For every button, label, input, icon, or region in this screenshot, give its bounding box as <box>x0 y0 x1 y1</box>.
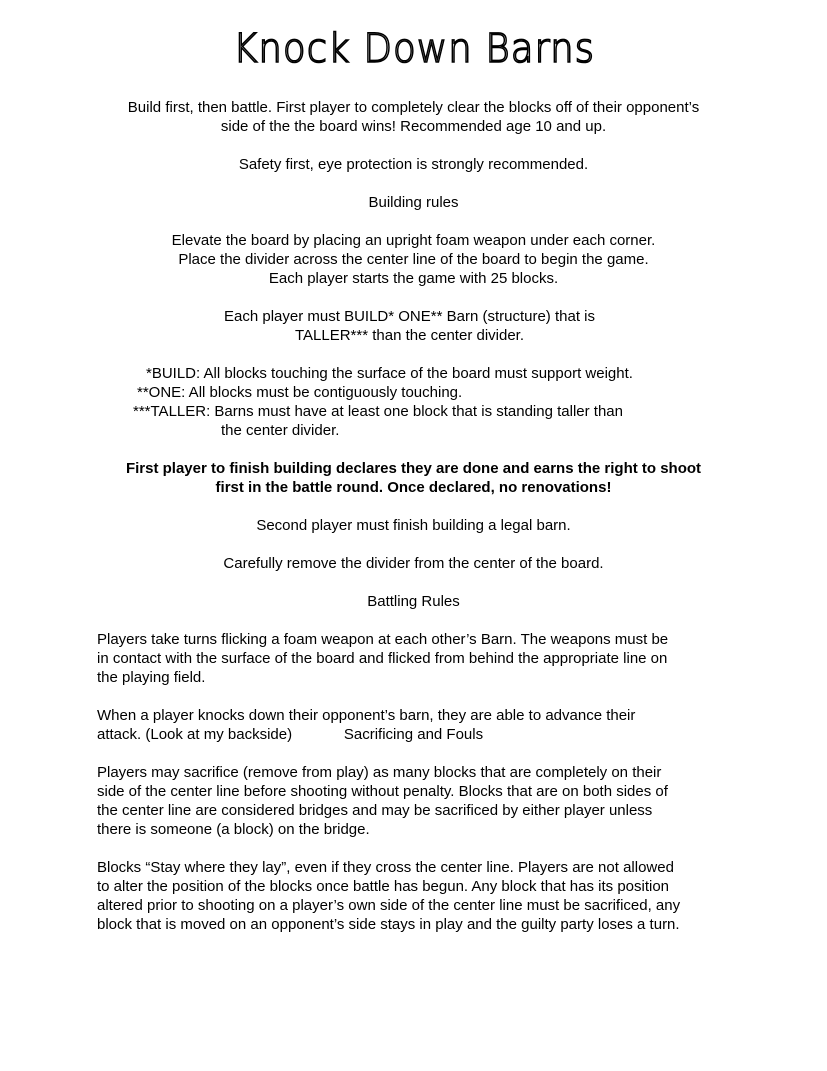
fouls-paragraph-2 <box>97 858 730 934</box>
title-wordmark <box>229 28 599 72</box>
fouls-line: altered prior to shooting on a player’s own side of the center line must be sacrificed, any <box>97 897 681 914</box>
setup-line: Elevate the board by placing an upright foam weapon under each corner. <box>171 232 656 249</box>
setup-paragraph <box>97 231 730 288</box>
battling-paragraph-1 <box>97 630 730 687</box>
fouls-line: side of the center line before shooting without penalty. Blocks that are on both sides of <box>97 783 668 800</box>
second-player-note: Second player must finish building a legal barn. <box>256 517 571 534</box>
setup-line: Each player starts the game with 25 blocks. <box>268 270 559 287</box>
build-rule-line: Each player must BUILD* ONE** Barn (structure) that is <box>224 308 595 325</box>
rules-document <box>97 98 730 934</box>
build-rule-paragraph <box>97 307 730 345</box>
document-title <box>0 28 827 77</box>
definition-build: *BUILD: All blocks touching the surface of the board must support weight. <box>146 365 633 382</box>
fouls-line: the center line are considered bridges and may be sacrificed by either player unless <box>97 802 653 819</box>
battling-line: When a player knocks down their opponent’s barn, they are able to advance their <box>97 707 636 724</box>
fouls-line: Players may sacrifice (remove from play) as many blocks that are completely on their <box>97 764 662 781</box>
bold-rule-line: first in the battle round. Once declared, no renovations! <box>215 479 612 496</box>
fouls-line: Blocks “Stay where they lay”, even if they cross the center line. Players are not allowed <box>97 859 674 876</box>
fouls-line: block that is moved on an opponent’s side stays in play and the guilty party loses a turn. <box>97 916 680 933</box>
intro-line: side of the the board wins! Recommended age 10 and up. <box>220 118 607 135</box>
building-heading: Building rules <box>368 194 459 211</box>
setup-line: Place the divider across the center line of the board to begin the game. <box>178 251 649 268</box>
intro-paragraph <box>97 98 730 136</box>
battling-heading: Battling Rules <box>367 593 460 610</box>
definition-taller-cont: the center divider. <box>221 422 340 439</box>
battling-line: the playing field. <box>97 669 206 686</box>
build-rule-line: TALLER*** than the center divider. <box>294 327 525 344</box>
battling-line: Players take turns flicking a foam weapon at each other’s Barn. The weapons must be <box>97 631 669 648</box>
definitions-list <box>97 364 730 440</box>
remove-divider-note: Carefully remove the divider from the center of the board. <box>223 555 604 572</box>
definition-taller: ***TALLER: Barns must have at least one block that is standing taller than <box>133 403 623 420</box>
bold-rule-paragraph <box>97 459 730 497</box>
safety-note: Safety first, eye protection is strongly recommended. <box>238 156 589 173</box>
intro-line: Build first, then battle. First player to completely clear the blocks off of their opponent’s <box>127 99 700 116</box>
bold-rule-line: First player to finish building declares they are done and earns the right to shoot <box>125 460 702 477</box>
fouls-heading: Sacrificing and Fouls <box>343 726 484 743</box>
battling-line: in contact with the surface of the board and flicked from behind the appropriate line on <box>97 650 668 667</box>
definition-one: **ONE: All blocks must be contiguously touching. <box>137 384 463 401</box>
fouls-line: there is someone (a block) on the bridge. <box>97 821 370 838</box>
fouls-line: to alter the position of the blocks once battle has begun. Any block that has its position <box>97 878 670 895</box>
fouls-paragraph-1 <box>97 763 730 839</box>
title-text: Knock Down Barns <box>232 28 595 72</box>
battling-line: attack. (Look at my backside) <box>97 726 293 743</box>
